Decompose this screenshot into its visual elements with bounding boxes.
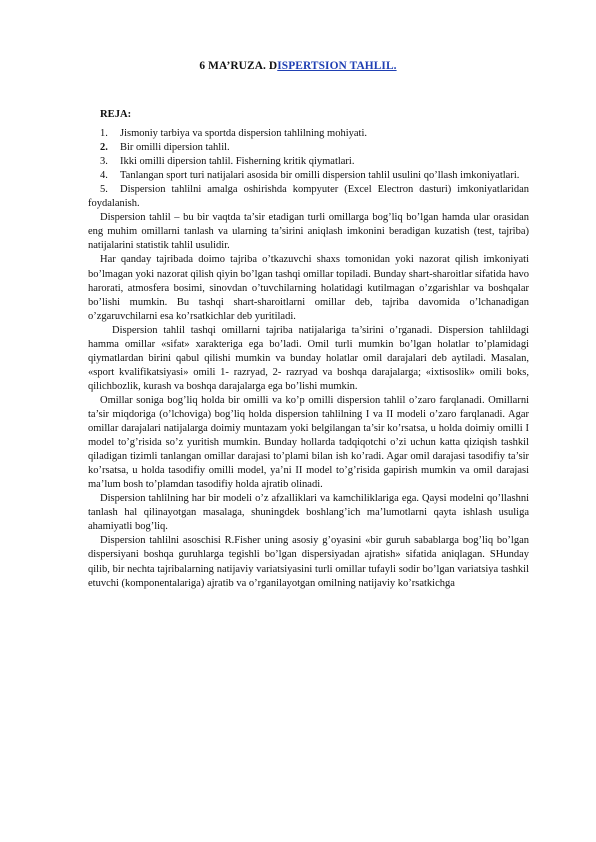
plan-item-text: Dispersion tahlilni amalga oshirishda kompyuter (Excel Electron dasturi) imkoniyatlaridan foydalanish.: [88, 184, 529, 210]
plan-item-number: 3.: [100, 156, 108, 168]
plan-item: [88, 169, 529, 183]
document-body: [88, 108, 529, 591]
plan-item: [88, 183, 529, 211]
lecture-title: [0, 60, 596, 72]
plan-item: [88, 141, 529, 155]
title-prefix: 6 MA’RUZA. D: [199, 60, 278, 72]
plan-item-number: 1.: [100, 128, 108, 140]
plan-item-text: Tanlangan sport turi natijalari asosida bir omilli dispersion tahlil usulini qo’llash imkoniyatlari.: [120, 170, 520, 182]
body-paragraph: Omillar soniga bog’liq holda bir omilli va ko’p omilli dispersion tahlil o’zaro farqlanadi. Omillarni ta’sir miqdoriga (o’lchoviga) bog’liq holda dispersion tahlilning I va II modeli o’zaro farqlanadi. Agar omillar darajalari natijalarga doimiy muntazam yoki belgilangan ta’sir ko’rsatsa, u holda doimiy omilli I model to’g’risida so’z yuritish mumkin. Bunday hollarda tadqiqotchi o’zi uchun katta qiziqish tashkil qiladigan tizimli tanlangan omillar darajasi to’plami bilan ish ko’radi. Agar omil darajasi tasodifiy ta’sir ko’rsatsa, u holda tasodifiy omilli model, ya’ni II model to’g’risida gapirish mumkin va omil darajasi ma’lum bosh to’plamdan tasodifiy holda ajratib olinadi.: [88, 394, 529, 491]
body-paragraph: Dispersion tahlil tashqi omillarni tajriba natijalariga ta’sirini o’rganadi. Dispersion tahlildagi hamma omillar «sifat» xarakteriga ega bo’ladi. Omil turli mumkin bo’lgan holatlar to’plamidagi qiymatlardan birini qabul qilishi mumkin va bunday holatlar omil darajalari deb aytiladi. Masalan, «sport kvalifikatsiyasi» omili 1- razryad, 2- razryad va boshqa darajalarga; «ixtisoslik» omili boks, qilichbozlik, kurash va boshqa darajalarga ega bo’lishi mumkin.: [88, 324, 529, 392]
body-paragraph: Dispersion tahlilni asoschisi R.Fisher uning asosiy g’oyasini «bir guruh sabablarga bog’liq bo’lgan dispersiyani boshqa guruhlarga tegishli bo’lgan dispersiyadan ajratish» sifatida aniqlagan. SHunday qilib, bir nechta tajribalarning natijaviy variatsiyasini turli omillar tufayli sodir bo’lgan variatsiya tashkil etuvchi (komponentalariga) ajratib va o’rganilayotgan omilning natijaviy ko’rsatkichga: [88, 535, 529, 589]
plan-item: [88, 155, 529, 169]
plan-item-text: Jismoniy tarbiya va sportda dispersion tahlilning mohiyati.: [120, 128, 368, 140]
plan-heading: REJA:: [100, 109, 132, 120]
body-paragraph: Dispersion tahlil – bu bir vaqtda ta’sir etadigan turli omillarga bog’liq bo’lgan hamda ular orasidan eng muhim omillarni tanlash va ularning ta’sirini aniqlash imkonini beradigan kuzatish (test, tajriba) natijalarini statistik tahlil usulidir.: [88, 212, 529, 252]
title-link[interactable]: ISPERTSION TAHLIL.: [277, 60, 397, 72]
plan-item-text: Bir omilli dipersion tahlil.: [120, 142, 230, 154]
body-paragraph: Har qanday tajribada doimo tajriba o’tkazuvchi shaxs tomonidan yoki nazorat qilish imkoniyati bo’lmagan yoki nazorat qilish qiyin bo’lgan tashqi omillar topiladi. Bunday shart-sharoitlar sifatida havo harorati, atmosfera bosimi, sinovdan o’tuvchilarning holatidagi kutilmagan o’zgarishlar va boshqalar bo’lishi mumkin. Bu tashqi shart-sharoitlarni omillar deb, tajriba davomida o’lchanadigan o’zgaruvchilarni esa ko’rsatkichlar deb yuritiladi.: [88, 254, 529, 322]
plan-item-number: 2.: [100, 142, 108, 154]
plan-item-number: 5.: [100, 184, 108, 196]
plan-item-number: 4.: [100, 170, 108, 182]
plan-item: [88, 127, 529, 141]
body-paragraph: Dispersion tahlilning har bir modeli o’z afzalliklari va kamchiliklariga ega. Qaysi modelni qo’llashni tanlash hal qilinayotgan masalaga, shuningdek boshlang’ich ma’lumotlarni qayta ishlash usuliga ahamiyatli bog’liq.: [88, 493, 529, 533]
plan-item-text: Ikki omilli dipersion tahlil. Fisherning kritik qiymatlari.: [120, 156, 355, 168]
